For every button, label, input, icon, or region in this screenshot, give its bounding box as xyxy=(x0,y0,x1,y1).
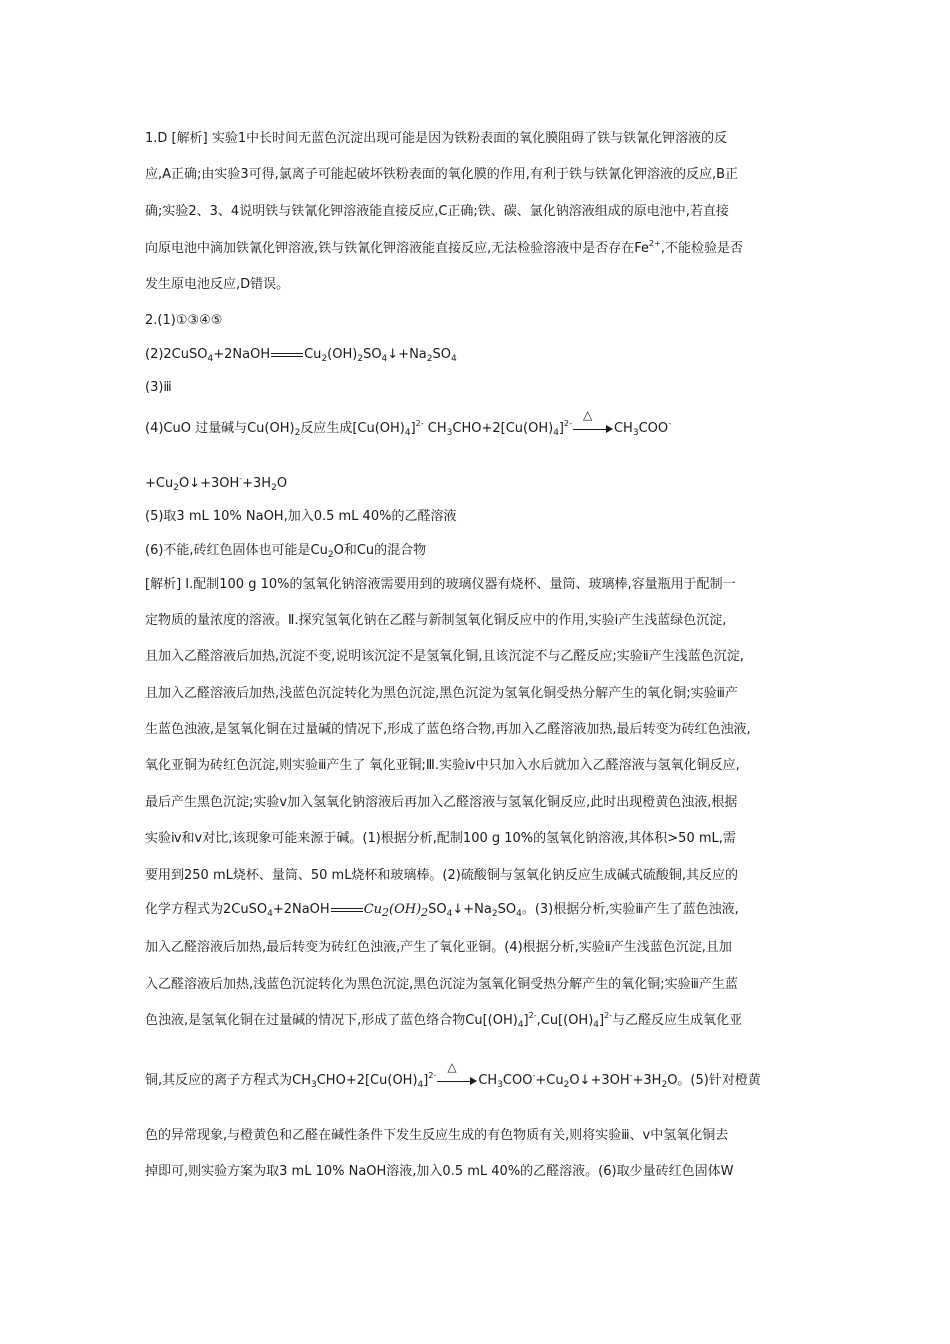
q2-explain-10: 化学方程式为2CuSO$_4$+2NaOH $Cu_2(OH)_2SO_4↓+Na_2SO_4$。(3)根据分析,实验ⅲ产生了蓝色浊液, xyxy=(145,902,739,919)
q1-line-5: 发生原电池反应,D错误。 xyxy=(145,277,290,292)
q2-explain-16: 掉即可,则实验方案为取3 mL 10% NaOH溶液,加入0.5 mL 40%的乙醛溶液。(6)取少量砖红色固体W xyxy=(145,1164,734,1179)
q2-answer-4-cont: $+Cu_2O↓+3OH^-+3H_2O$ xyxy=(145,474,288,493)
q2-explain-6: 氧化亚铜为砖红色沉淀,则实验ⅲ产生了 氧化亚铜;Ⅲ.实验ⅳ中只加入水后就加入乙醛溶液与氢氧化铜反应, xyxy=(145,758,740,773)
q1-line-2: 应,A正确;由实验3可得,氯离子可能起破坏铁粉表面的氧化膜的作用,有利于铁与铁氰化钾溶液的反应,B正 xyxy=(145,167,738,182)
q2-explain-13: 色浊液,是氢氧化铜在过量碱的情况下,形成了蓝色络合物$Cu[(OH)_4]^{2-},Cu[(OH)_4]^{2-}$与乙醛反应生成氧化亚 xyxy=(145,1011,743,1030)
q2-explain-15: 色的异常现象,与橙黄色和乙醛在碱性条件下发生反应生成的有色物质有关,则将实验ⅲ、ⅴ中氢氧化铜去 xyxy=(145,1128,729,1143)
q2-explain-5: 生蓝色浊液,是氢氧化铜在过量碱的情况下,形成了蓝色络合物,再加入乙醛溶液加热,最后转变为砖红色浊液, xyxy=(145,722,751,737)
q2-answer-3: (3)ⅲ xyxy=(145,380,172,395)
q2-answer-4: (4)CuO 过量碱与$Cu(OH)_2$反应生成$[Cu(OH)_4]^{2-}$ $CH_3CHO+2[Cu(OH)_4]^{2-}$ △ $CH_3COO^-$ xyxy=(145,407,672,438)
q2-answer-1: 2.(1)①③④⑤ xyxy=(145,313,223,328)
equals-sign xyxy=(271,353,303,357)
q2-answer-2: (2)2CuSO$_4$+2NaOH $Cu_2(OH)_2SO_4↓+Na_2SO_4$ xyxy=(145,347,457,364)
q1-line-1: 1.D [解析] 实验1中长时间无蓝色沉淀出现可能是因为铁粉表面的氧化膜阻碍了铁与铁氰化钾溶液的反 xyxy=(145,131,728,146)
equals-sign xyxy=(331,908,363,912)
q2-explain-12: 入乙醛溶液后加热,浅蓝色沉淀转化为黑色沉淀,黑色沉淀为氢氧化铜受热分解产生的氧化铜;实验ⅲ产生蓝 xyxy=(145,977,738,992)
q2-explain-11: 加入乙醛溶液后加热,最后转变为砖红色浊液,产生了氧化亚铜。(4)根据分析,实验ⅱ产生浅蓝色沉淀,且加 xyxy=(145,940,732,955)
q2-answer-6: (6)不能,砖红色固体也可能是$Cu_2O$和Cu的混合物 xyxy=(145,543,427,560)
q2-explain-3: 且加入乙醛溶液后加热,沉淀不变,说明该沉淀不是氢氧化铜,且该沉淀不与乙醛反应;实验ⅱ产生浅蓝色沉淀, xyxy=(145,649,744,664)
q2-answer-5: (5)取3 mL 10% NaOH,加入0.5 mL 40%的乙醛溶液 xyxy=(145,509,457,524)
heat-arrow: △ xyxy=(573,424,613,434)
q2-explain-8: 实验ⅳ和ⅴ对比,该现象可能来源于碱。(1)根据分析,配制100 g 10%的氢氧化钠溶液,其体积>50 mL,需 xyxy=(145,831,736,846)
q2-explain-4: 且加入乙醛溶液后加热,浅蓝色沉淀转化为黑色沉淀,黑色沉淀为氢氧化铜受热分解产生的氧化铜;实验ⅲ产 xyxy=(145,686,738,701)
q2-explain-2: 定物质的量浓度的溶液。Ⅱ.探究氢氧化钠在乙醛与新制氢氧化铜反应中的作用,实验ⅰ产生浅蓝绿色沉淀, xyxy=(145,613,727,628)
q2-explain-14: 铜,其反应的离子方程式为$CH_3CHO+2[Cu(OH)_4]^{2-}$ △ $CH_3COO^-+Cu_2O↓+3OH^-+3H_2O$。(5)针对橙黄 xyxy=(145,1059,761,1090)
q2-explain-9: 要用到250 mL烧杯、量筒、50 mL烧杯和玻璃棒。(2)硫酸铜与氢氧化钠反应生成碱式硫酸铜,其反应的 xyxy=(145,868,738,883)
q2-explain-7: 最后产生黑色沉淀;实验ⅴ加入氢氧化钠溶液后再加入乙醛溶液与氢氧化铜反应,此时出现橙黄色浊液,根据 xyxy=(145,795,738,810)
q1-line-3: 确;实验2、3、4说明铁与铁氰化钾溶液能直接反应,C正确;铁、碳、氯化钠溶液组成的原电池中,若直接 xyxy=(145,204,729,219)
q2-explain-1: [解析] Ⅰ.配制100 g 10%的氢氧化钠溶液需要用到的玻璃仪器有烧杯、量筒、玻璃棒,容量瓶用于配制一 xyxy=(145,577,736,592)
q1-line-4: 向原电池中滴加铁氰化钾溶液,铁与铁氰化钾溶液能直接反应,无法检验溶液中是否存在$Fe^{2+}$,不能检验是否 xyxy=(145,239,743,256)
formula-italic: $Cu_2(OH)_2$ xyxy=(363,902,429,919)
heat-arrow: △ xyxy=(437,1076,477,1086)
